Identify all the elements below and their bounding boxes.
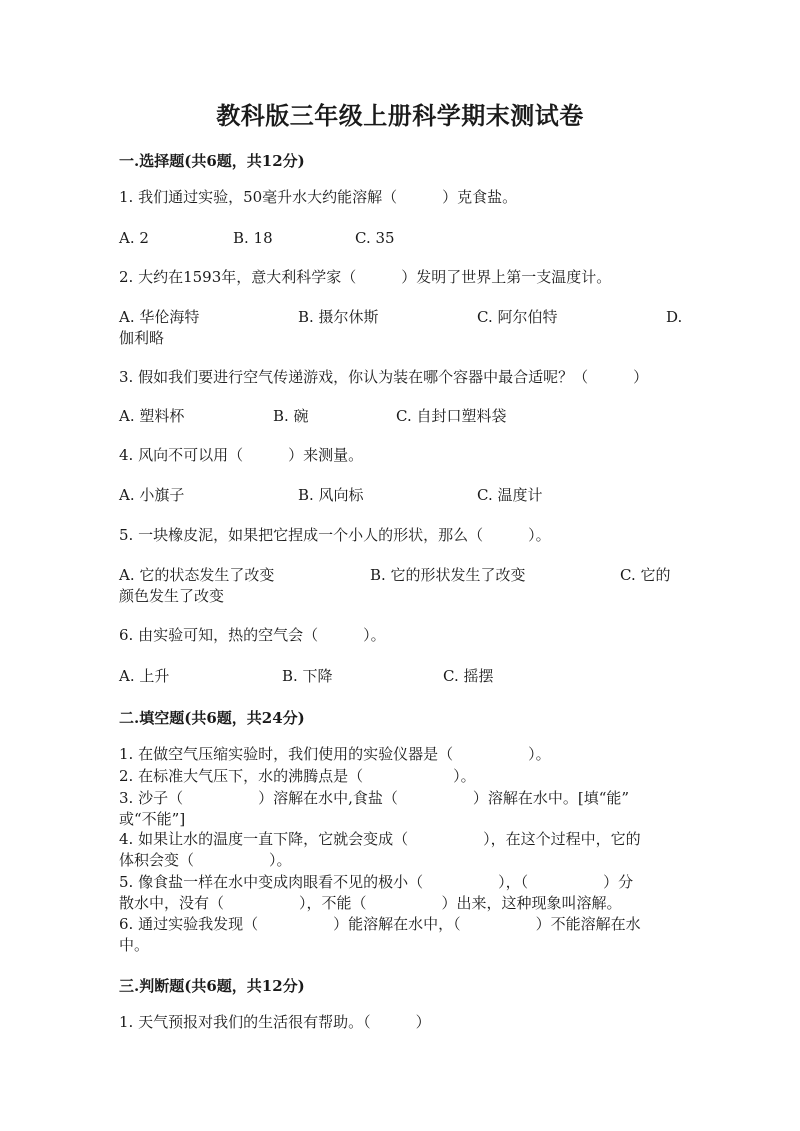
option-b: B. 下降 [282,667,333,685]
option-a: A. 2 [119,229,149,247]
fill-line: 2. 在标准大气压下，水的沸腾点是（ ）。 [119,767,476,785]
fill-line: 中。 [119,936,150,954]
option-c: C. 温度计 [477,486,543,504]
option-d: D. [666,308,683,326]
option-b: B. 18 [233,229,273,247]
option-b: B. 它的形状发生了改变 [370,566,526,584]
option-c: C. 摇摆 [443,667,494,685]
option-c: C. 它的 [620,566,671,584]
option-a: A. 小旗子 [119,486,185,504]
fill-line: 1. 在做空气压缩实验时，我们使用的实验仪器是（ ）。 [119,745,551,763]
fill-line: 4. 如果让水的温度一直下降，它就会变成（ ），在这个过程中，它的 [119,830,641,848]
fill-line: 或“不能”] [119,810,186,828]
option-a: A. 它的状态发生了改变 [119,566,275,584]
question-text: 1. 天气预报对我们的生活很有帮助。（ ） [119,1013,431,1031]
fill-line: 6. 通过实验我发现（ ）能溶解在水中，（ ）不能溶解在水 [119,915,641,933]
question-text: 6. 由实验可知，热的空气会（ ）。 [119,626,386,644]
fill-line: 5. 像食盐一样在水中变成肉眼看不见的极小（ ），（ ）分 [119,873,634,891]
fill-line: 体积会变（ ）。 [119,851,292,869]
question-text: 4. 风向不可以用（ ）来测量。 [119,446,364,464]
page-title: 教科版三年级上册科学期末测试卷 [216,101,584,130]
option-c-text: 颜色发生了改变 [119,587,225,605]
option-a: A. 华伦海特 [119,308,200,326]
option-c: C. 阿尔伯特 [477,308,558,326]
question-text: 2. 大约在1593年，意大利科学家（ ）发明了世界上第一支温度计。 [119,268,612,286]
section-heading-fill: 二.填空题(共6题，共24分) [119,709,305,727]
option-a: A. 塑料杯 [119,407,185,425]
question-text: 3. 假如我们要进行空气传递游戏，你认为装在哪个容器中最合适呢？（ ） [119,368,649,386]
section-heading-judge: 三.判断题(共6题，共12分) [119,977,305,995]
option-b: B. 摄尔休斯 [298,308,379,326]
question-text: 1. 我们通过实验，50毫升水大约能溶解（ ）克食盐。 [119,188,518,206]
option-b: B. 碗 [273,407,309,425]
fill-line: 散水中，没有（ ），不能（ ）出来，这种现象叫溶解。 [119,894,622,912]
option-c: C. 自封口塑料袋 [396,407,507,425]
option-d-text: 伽利略 [119,329,165,347]
option-c: C. 35 [355,229,395,247]
question-text: 5. 一块橡皮泥，如果把它捏成一个小人的形状，那么（ ）。 [119,526,551,544]
option-a: A. 上升 [119,667,170,685]
section-heading-choice: 一.选择题(共6题，共12分) [119,152,305,170]
option-b: B. 风向标 [298,486,364,504]
fill-line: 3. 沙子（ ）溶解在水中,食盐（ ）溶解在水中。[填“能” [119,789,630,807]
